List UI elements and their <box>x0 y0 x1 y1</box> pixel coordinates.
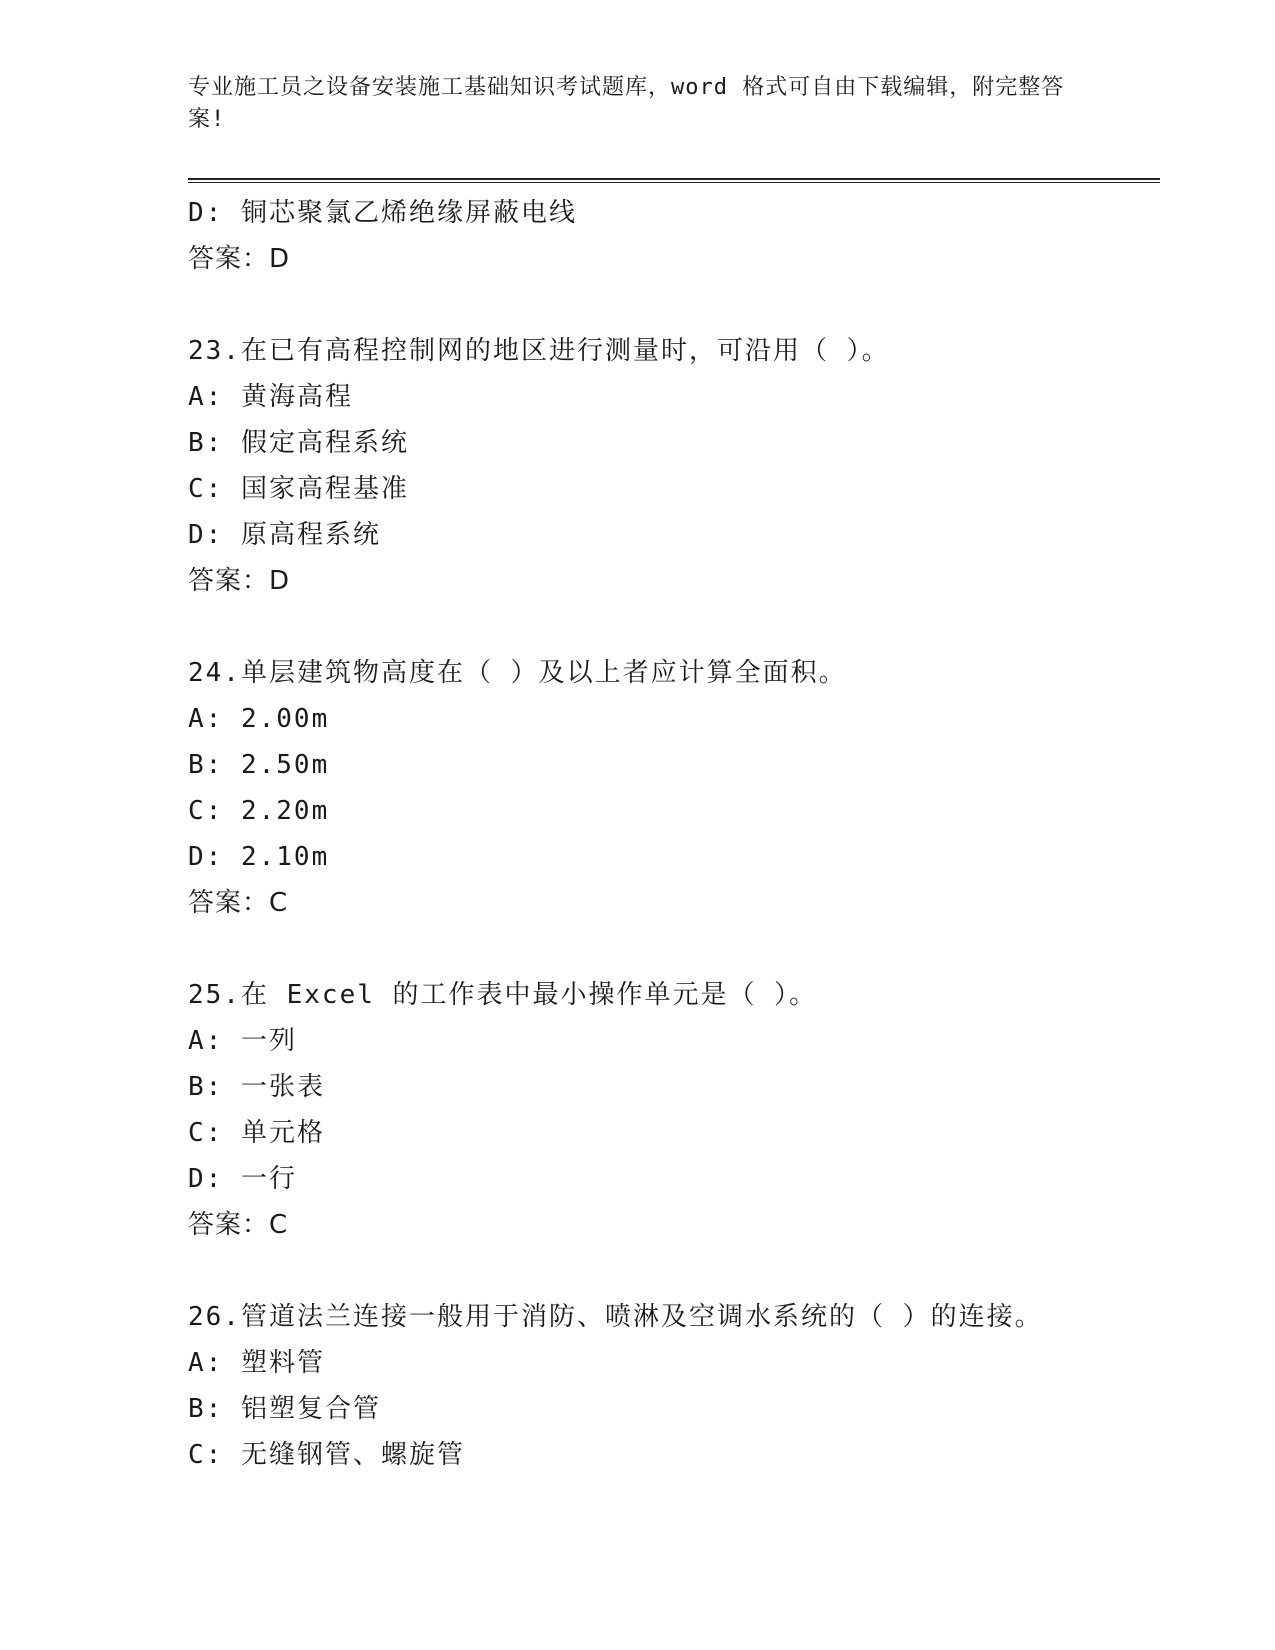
question-block <box>188 650 1148 926</box>
answer-line: 答案：D <box>188 244 291 274</box>
option-a: A: 2.00m <box>188 704 330 734</box>
document-body <box>188 190 1148 1478</box>
option-d: D: 铜芯聚氯乙烯绝缘屏蔽电线 <box>188 198 577 228</box>
option-a: A: 一列 <box>188 1026 297 1056</box>
option-b: B: 2.50m <box>188 750 330 780</box>
question-block <box>188 972 1148 1248</box>
option-c: C: 无缝钢管、螺旋管 <box>188 1440 465 1470</box>
option-c: C: 单元格 <box>188 1118 325 1148</box>
option-c: C: 国家高程基准 <box>188 474 409 504</box>
option-d: D: 原高程系统 <box>188 520 381 550</box>
option-a: A: 黄海高程 <box>188 382 353 412</box>
option-b: B: 一张表 <box>188 1072 325 1102</box>
question-stem: 23.在已有高程控制网的地区进行测量时，可沿用（ ）。 <box>188 336 890 366</box>
question-stem: 25.在 Excel 的工作表中最小操作单元是（ ）。 <box>188 980 818 1010</box>
option-b: B: 铝塑复合管 <box>188 1394 381 1424</box>
option-a: A: 塑料管 <box>188 1348 325 1378</box>
question-stem: 24.单层建筑物高度在（ ）及以上者应计算全面积。 <box>188 658 847 688</box>
header-divider <box>188 178 1160 183</box>
option-b: B: 假定高程系统 <box>188 428 409 458</box>
answer-line: 答案：C <box>188 1210 289 1240</box>
answer-line: 答案：D <box>188 566 291 596</box>
question-block <box>188 328 1148 604</box>
question-block <box>188 1294 1148 1478</box>
option-c: C: 2.20m <box>188 796 330 826</box>
document-header: 专业施工员之设备安装施工基础知识考试题库，word 格式可自由下载编辑，附完整答案! <box>188 75 1065 132</box>
option-d: D: 2.10m <box>188 842 330 872</box>
question-stem: 26.管道法兰连接一般用于消防、喷淋及空调水系统的（ ）的连接。 <box>188 1302 1043 1332</box>
option-d: D: 一行 <box>188 1164 297 1194</box>
answer-line: 答案：C <box>188 888 289 918</box>
